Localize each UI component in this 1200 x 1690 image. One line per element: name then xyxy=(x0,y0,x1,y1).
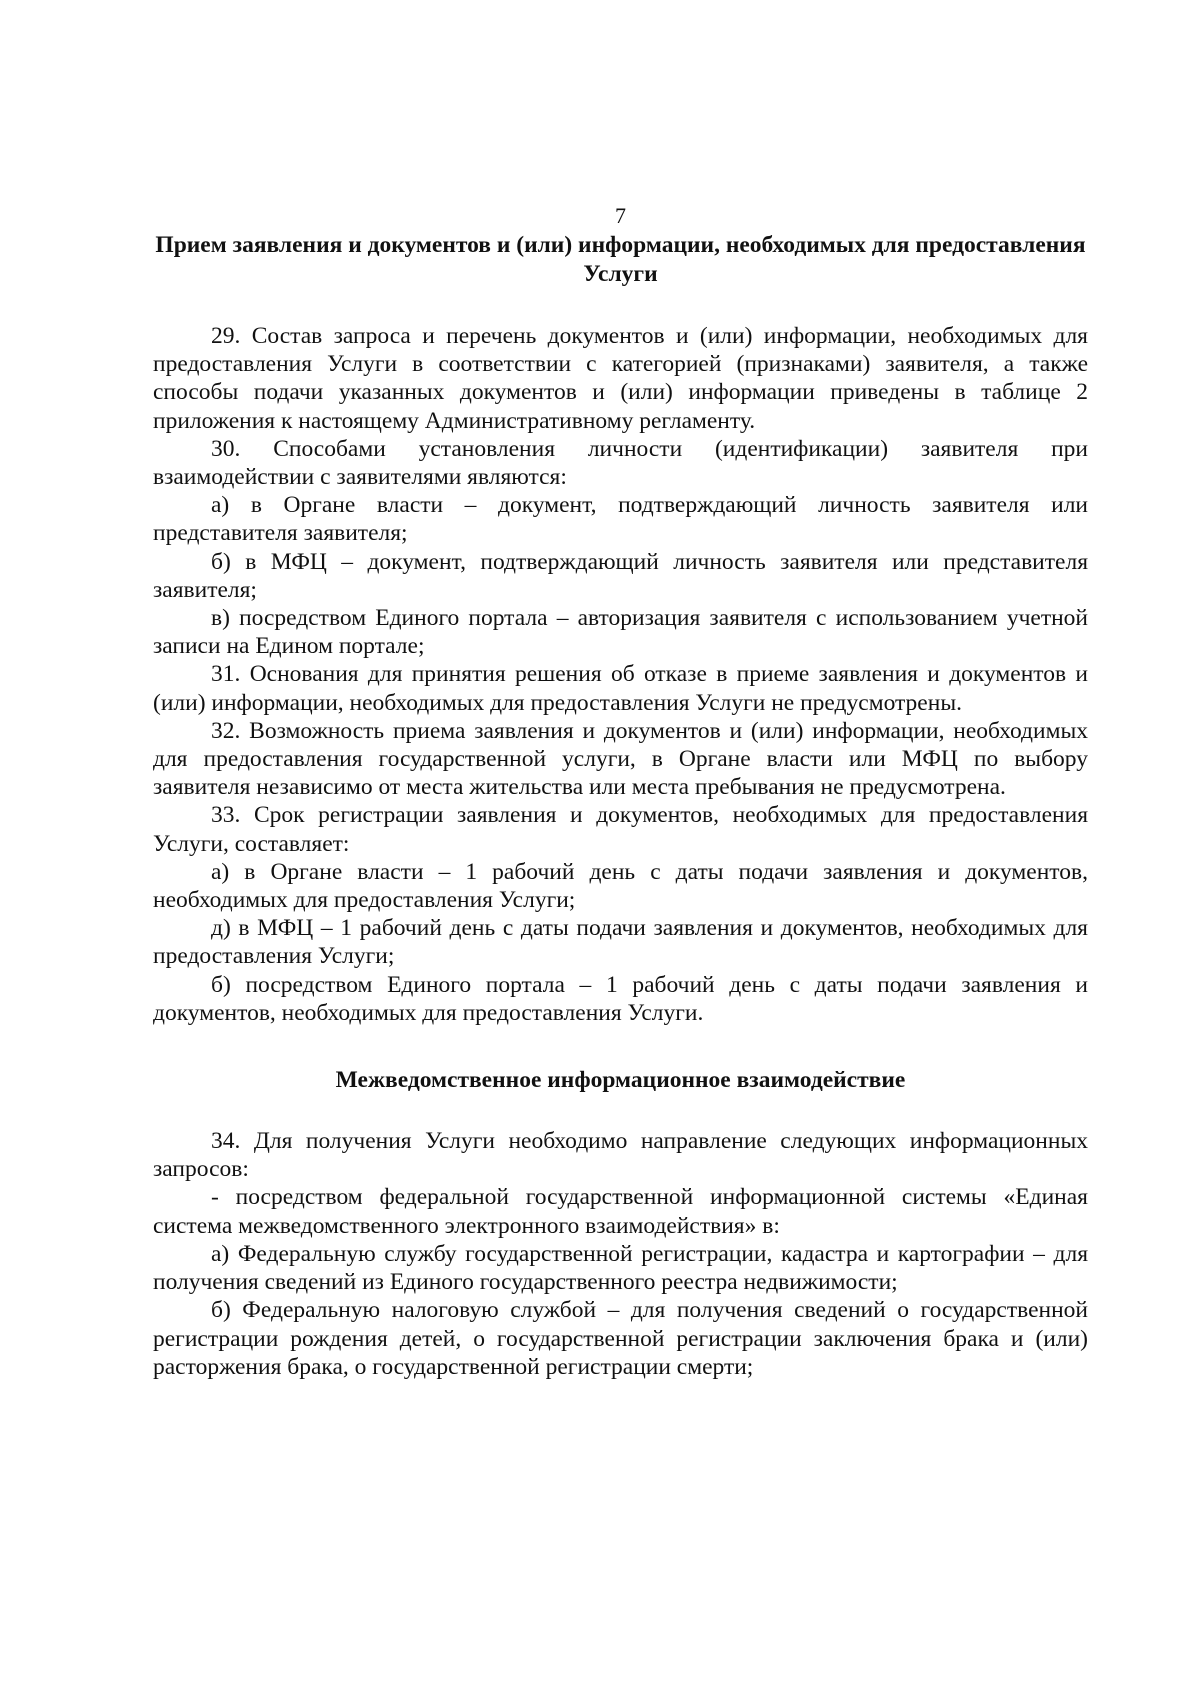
paragraph-31: 31. Основания для принятия решения об отказе в приеме заявления и документов и (или) информации, необходимых для предоставления Услуги не предусмотрены. xyxy=(153,661,1088,716)
section-title-interagency-interaction: Межведомственное информационное взаимодействие xyxy=(335,1067,906,1094)
paragraph-30-b: б) в МФЦ – документ, подтверждающий личность заявителя или представителя заявителя; xyxy=(153,548,1088,603)
paragraph-32: 32. Возможность приема заявления и документов и (или) информации, необходимых для предоставления государственной услуги, в Органе власти или МФЦ по выбору заявителя независимо от места жительства или места пребывания не предусмотрена. xyxy=(153,717,1088,801)
paragraph-34: 34. Для получения Услуги необходимо направление следующих информационных запросов: xyxy=(153,1128,1088,1183)
paragraph-34-b: б) Федеральную налоговую службой – для получения сведений о государственной регистрации рождения детей, о государственной регистрации заключения брака и (или) расторжения брака, о государственной регистрации смерти; xyxy=(153,1297,1088,1380)
paragraph-30: 30. Способами установления личности (идентификации) заявителя при взаимодействии с заявителями являются: xyxy=(153,435,1088,491)
paragraph-33-a: а) в Органе власти – 1 рабочий день с даты подачи заявления и документов, необходимых для предоставления Услуги; xyxy=(153,858,1088,914)
paragraph-33-d: д) в МФЦ – 1 рабочий день с даты подачи заявления и документов, необходимых для предоставления Услуги; xyxy=(153,915,1088,970)
paragraph-34-a: а) Федеральную службу государственной регистрации, кадастра и картографии – для получения сведений из Единого государственного реестра недвижимости; xyxy=(153,1240,1088,1296)
paragraph-33-b: б) посредством Единого портала – 1 рабочий день с даты подачи заявления и документов, необходимых для предоставления Услуги. xyxy=(153,971,1088,1026)
paragraph-34-smev: - посредством федеральной государственной информационной системы «Единая система межведомственного электронного взаимодействия» в: xyxy=(153,1184,1088,1239)
paragraph-33: 33. Срок регистрации заявления и документов, необходимых для предоставления Услуги, составляет: xyxy=(153,802,1088,857)
document-body xyxy=(153,203,1088,1381)
paragraph-29: 29. Состав запроса и перечень документов и (или) информации, необходимых для предоставления Услуги в соответствии с категорией (признаками) заявителя, а также способы подачи указанных документов и (или) информации приведены в таблице 2 приложения к настоящему Административному регламенту. xyxy=(153,323,1088,434)
page-number: 7 xyxy=(615,203,626,228)
paragraph-30-v: в) посредством Единого портала – авторизация заявителя с использованием учетной записи на Едином портале; xyxy=(153,605,1088,660)
section-title-application-acceptance: Прием заявления и документов и (или) информации, необходимых для предоставления Услуги xyxy=(155,232,1086,287)
paragraph-30-a: а) в Органе власти – документ, подтверждающий личность заявителя или представителя заявителя; xyxy=(153,492,1088,547)
